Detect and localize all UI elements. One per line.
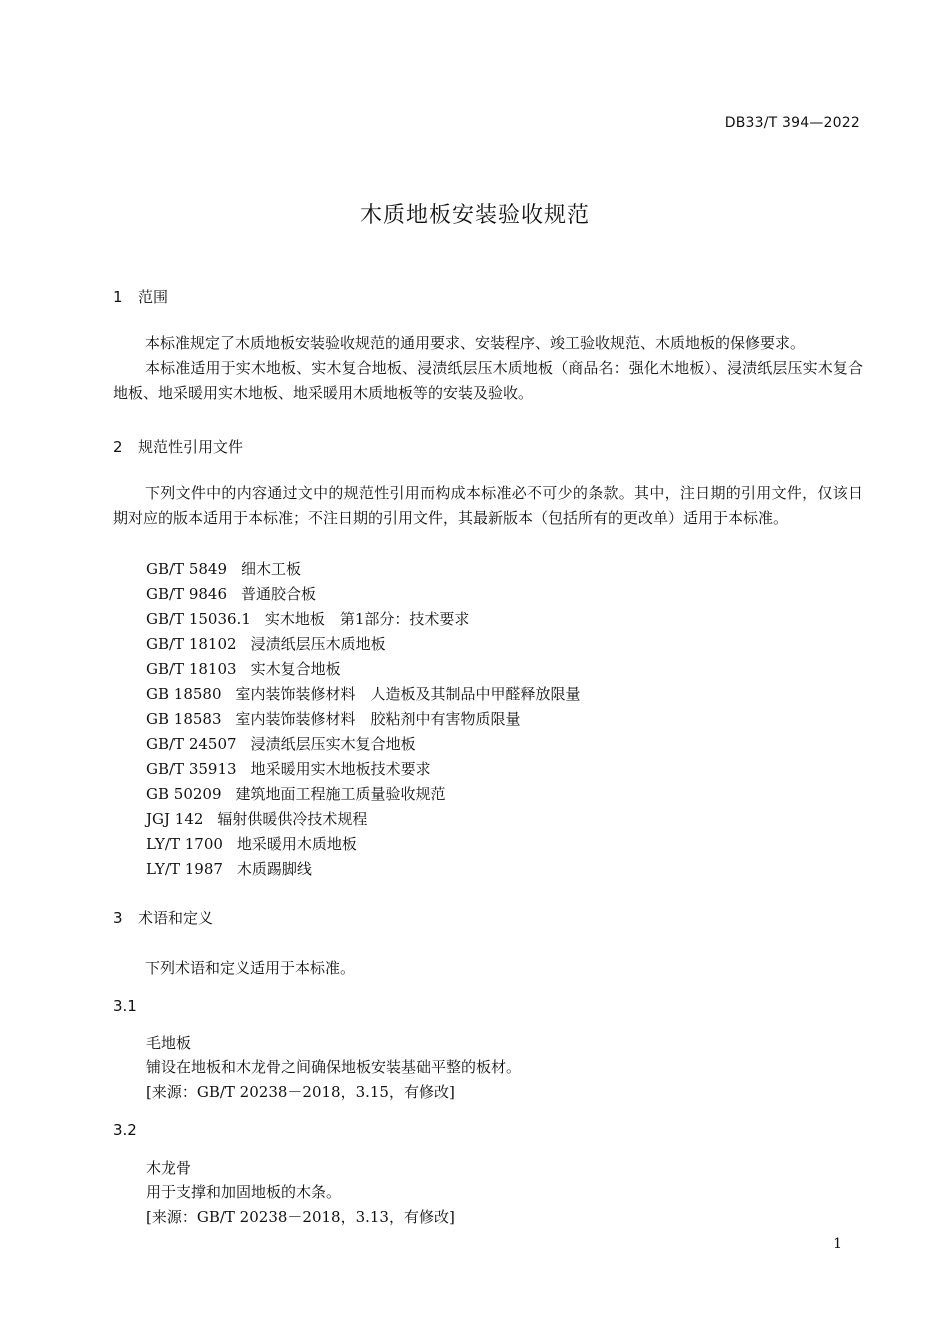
page-number: 1: [833, 1236, 842, 1252]
reference-code: GB/T 15036.1: [146, 610, 251, 628]
paragraph: 本标准规定了木质地板安装验收规范的通用要求、安装程序、竣工验收规范、木质地板的保修要求。: [145, 334, 806, 352]
reference-item: [146, 708, 521, 729]
reference-title: 实木地板 第1部分：技术要求: [264, 610, 470, 628]
section-title: 规范性引用文件: [138, 438, 244, 456]
reference-item: [146, 833, 357, 854]
reference-item: [146, 658, 341, 679]
term-number: 3.2: [113, 1121, 137, 1139]
section-title: 术语和定义: [138, 909, 214, 927]
standard-code: DB33/T 394—2022: [724, 115, 860, 131]
section-heading-1: [113, 286, 168, 307]
reference-code: GB 18583: [146, 710, 222, 728]
section-number: 2: [113, 438, 123, 456]
section-heading-3: [113, 907, 213, 928]
reference-item: [146, 583, 316, 604]
reference-title: 室内装饰装修材料 胶粘剂中有害物质限量: [235, 710, 521, 728]
reference-title: 细木工板: [241, 560, 302, 578]
reference-code: GB/T 24507: [146, 735, 237, 753]
reference-code: GB/T 5849: [146, 560, 228, 578]
reference-code: GB/T 9846: [146, 585, 228, 603]
paragraph: 下列术语和定义适用于本标准。: [145, 959, 356, 977]
reference-code: GB 18580: [146, 685, 222, 703]
term-source: [来源：GB/T 20238－2018，3.13，有修改]: [146, 1208, 455, 1226]
reference-title: 地采暖用木质地板: [236, 835, 357, 853]
section-number: 1: [113, 288, 123, 306]
reference-item: [146, 808, 367, 829]
reference-code: GB/T 35913: [146, 760, 237, 778]
reference-title: 浸渍纸层压木质地板: [250, 635, 386, 653]
term-source: [来源：GB/T 20238－2018，3.15，有修改]: [146, 1083, 455, 1101]
reference-code: LY/T 1987: [146, 860, 223, 878]
reference-title: 浸渍纸层压实木复合地板: [250, 735, 416, 753]
term-name: 毛地板: [146, 1034, 192, 1052]
reference-title: 辐射供暖供冷技术规程: [217, 810, 368, 828]
reference-title: 地采暖用实木地板技术要求: [250, 760, 431, 778]
reference-code: JGJ 142: [146, 810, 204, 828]
reference-item: [146, 758, 431, 779]
term-name: 木龙骨: [146, 1159, 192, 1177]
term-number: 3.1: [113, 997, 137, 1015]
reference-title: 建筑地面工程施工质量验收规范: [235, 785, 446, 803]
reference-item: [146, 633, 386, 654]
reference-item: [146, 733, 416, 754]
reference-code: GB/T 18103: [146, 660, 237, 678]
paragraph: 下列文件中的内容通过文中的规范性引用而构成本标准必不可少的条款。其中，注日期的引用文件，仅该日期对应的版本适用于本标准；不注日期的引用文件，其最新版本（包括所有的更改单）适用于本标准。: [113, 484, 863, 527]
section-number: 3: [113, 909, 123, 927]
reference-title: 普通胶合板: [241, 585, 317, 603]
reference-code: GB/T 18102: [146, 635, 237, 653]
paragraph: 本标准适用于实木地板、实木复合地板、浸渍纸层压木质地板（商品名：强化木地板）、浸渍纸层压实木复合地板、地采暖用实木地板、地采暖用木质地板等的安装及验收。: [113, 359, 863, 402]
reference-item: [146, 783, 446, 804]
reference-title: 木质踢脚线: [236, 860, 312, 878]
term-definition: 铺设在地板和木龙骨之间确保地板安装基础平整的板材。: [146, 1058, 522, 1076]
reference-item: [146, 858, 312, 879]
section-heading-2: [113, 436, 243, 457]
section-title: 范围: [138, 288, 169, 306]
reference-code: GB 50209: [146, 785, 222, 803]
reference-item: [146, 558, 301, 579]
term-definition: 用于支撑和加固地板的木条。: [146, 1183, 342, 1201]
reference-code: LY/T 1700: [146, 835, 223, 853]
reference-title: 实木复合地板: [250, 660, 341, 678]
reference-title: 室内装饰装修材料 人造板及其制品中甲醛释放限量: [235, 685, 581, 703]
document-title: 木质地板安装验收规范: [359, 203, 590, 228]
reference-item: [146, 608, 469, 629]
reference-item: [146, 683, 581, 704]
